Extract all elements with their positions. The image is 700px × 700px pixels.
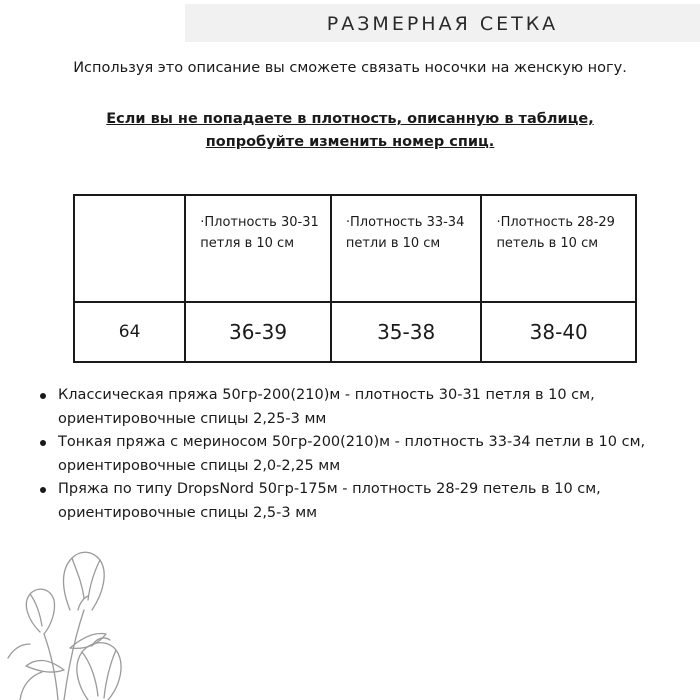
warning-line-2: попробуйте изменить номер спиц. — [205, 134, 495, 150]
page-title: РАЗМЕРНАЯ СЕТКА — [326, 13, 559, 35]
bullet-icon — [40, 487, 46, 493]
list-item-text: Пряжа по типу DropsNord 50гр-175м - плотность 28-29 петель в 10 см, ориентировочные спицы 2,5-3 мм — [58, 481, 601, 521]
table-header-cell: ·Плотность 30-31 петля в 10 см — [185, 195, 331, 302]
bullet-icon — [40, 393, 46, 399]
title-banner — [185, 4, 700, 42]
table-header-cell: ·Плотность 33-34 петли в 10 см — [331, 195, 482, 302]
list-item — [38, 384, 688, 431]
warning-note — [0, 108, 700, 154]
warning-line-1: Если вы не попадаете в плотность, описанную в таблице, — [106, 111, 594, 127]
table-cell: 38-40 — [481, 302, 636, 362]
list-item — [38, 431, 688, 478]
intro-text: Используя это описание вы сможете связать носочки на женскую ногу. — [73, 60, 627, 76]
table-header-cell: ·Плотность 28-29 петель в 10 см — [481, 195, 636, 302]
list-item — [38, 478, 688, 525]
table-cell: 35-38 — [331, 302, 482, 362]
table-row — [74, 302, 636, 362]
list-item-text: Тонкая пряжа с мериносом 50гр-200(210)м - плотность 33-34 петли в 10 см, ориентировочные спицы 2,0-2,25 мм — [58, 434, 646, 474]
table-cell-size: 64 — [74, 302, 185, 362]
list-item-text: Классическая пряжа 50гр-200(210)м - плотность 30-31 петля в 10 см, ориентировочные спицы 2,25-3 мм — [58, 387, 595, 427]
table-header-row — [74, 195, 636, 302]
bullet-icon — [40, 440, 46, 446]
yarn-list — [38, 384, 688, 525]
size-table — [73, 194, 637, 363]
table-header-cell — [74, 195, 185, 302]
table-cell: 36-39 — [185, 302, 331, 362]
flower-sketch-icon — [0, 540, 160, 700]
